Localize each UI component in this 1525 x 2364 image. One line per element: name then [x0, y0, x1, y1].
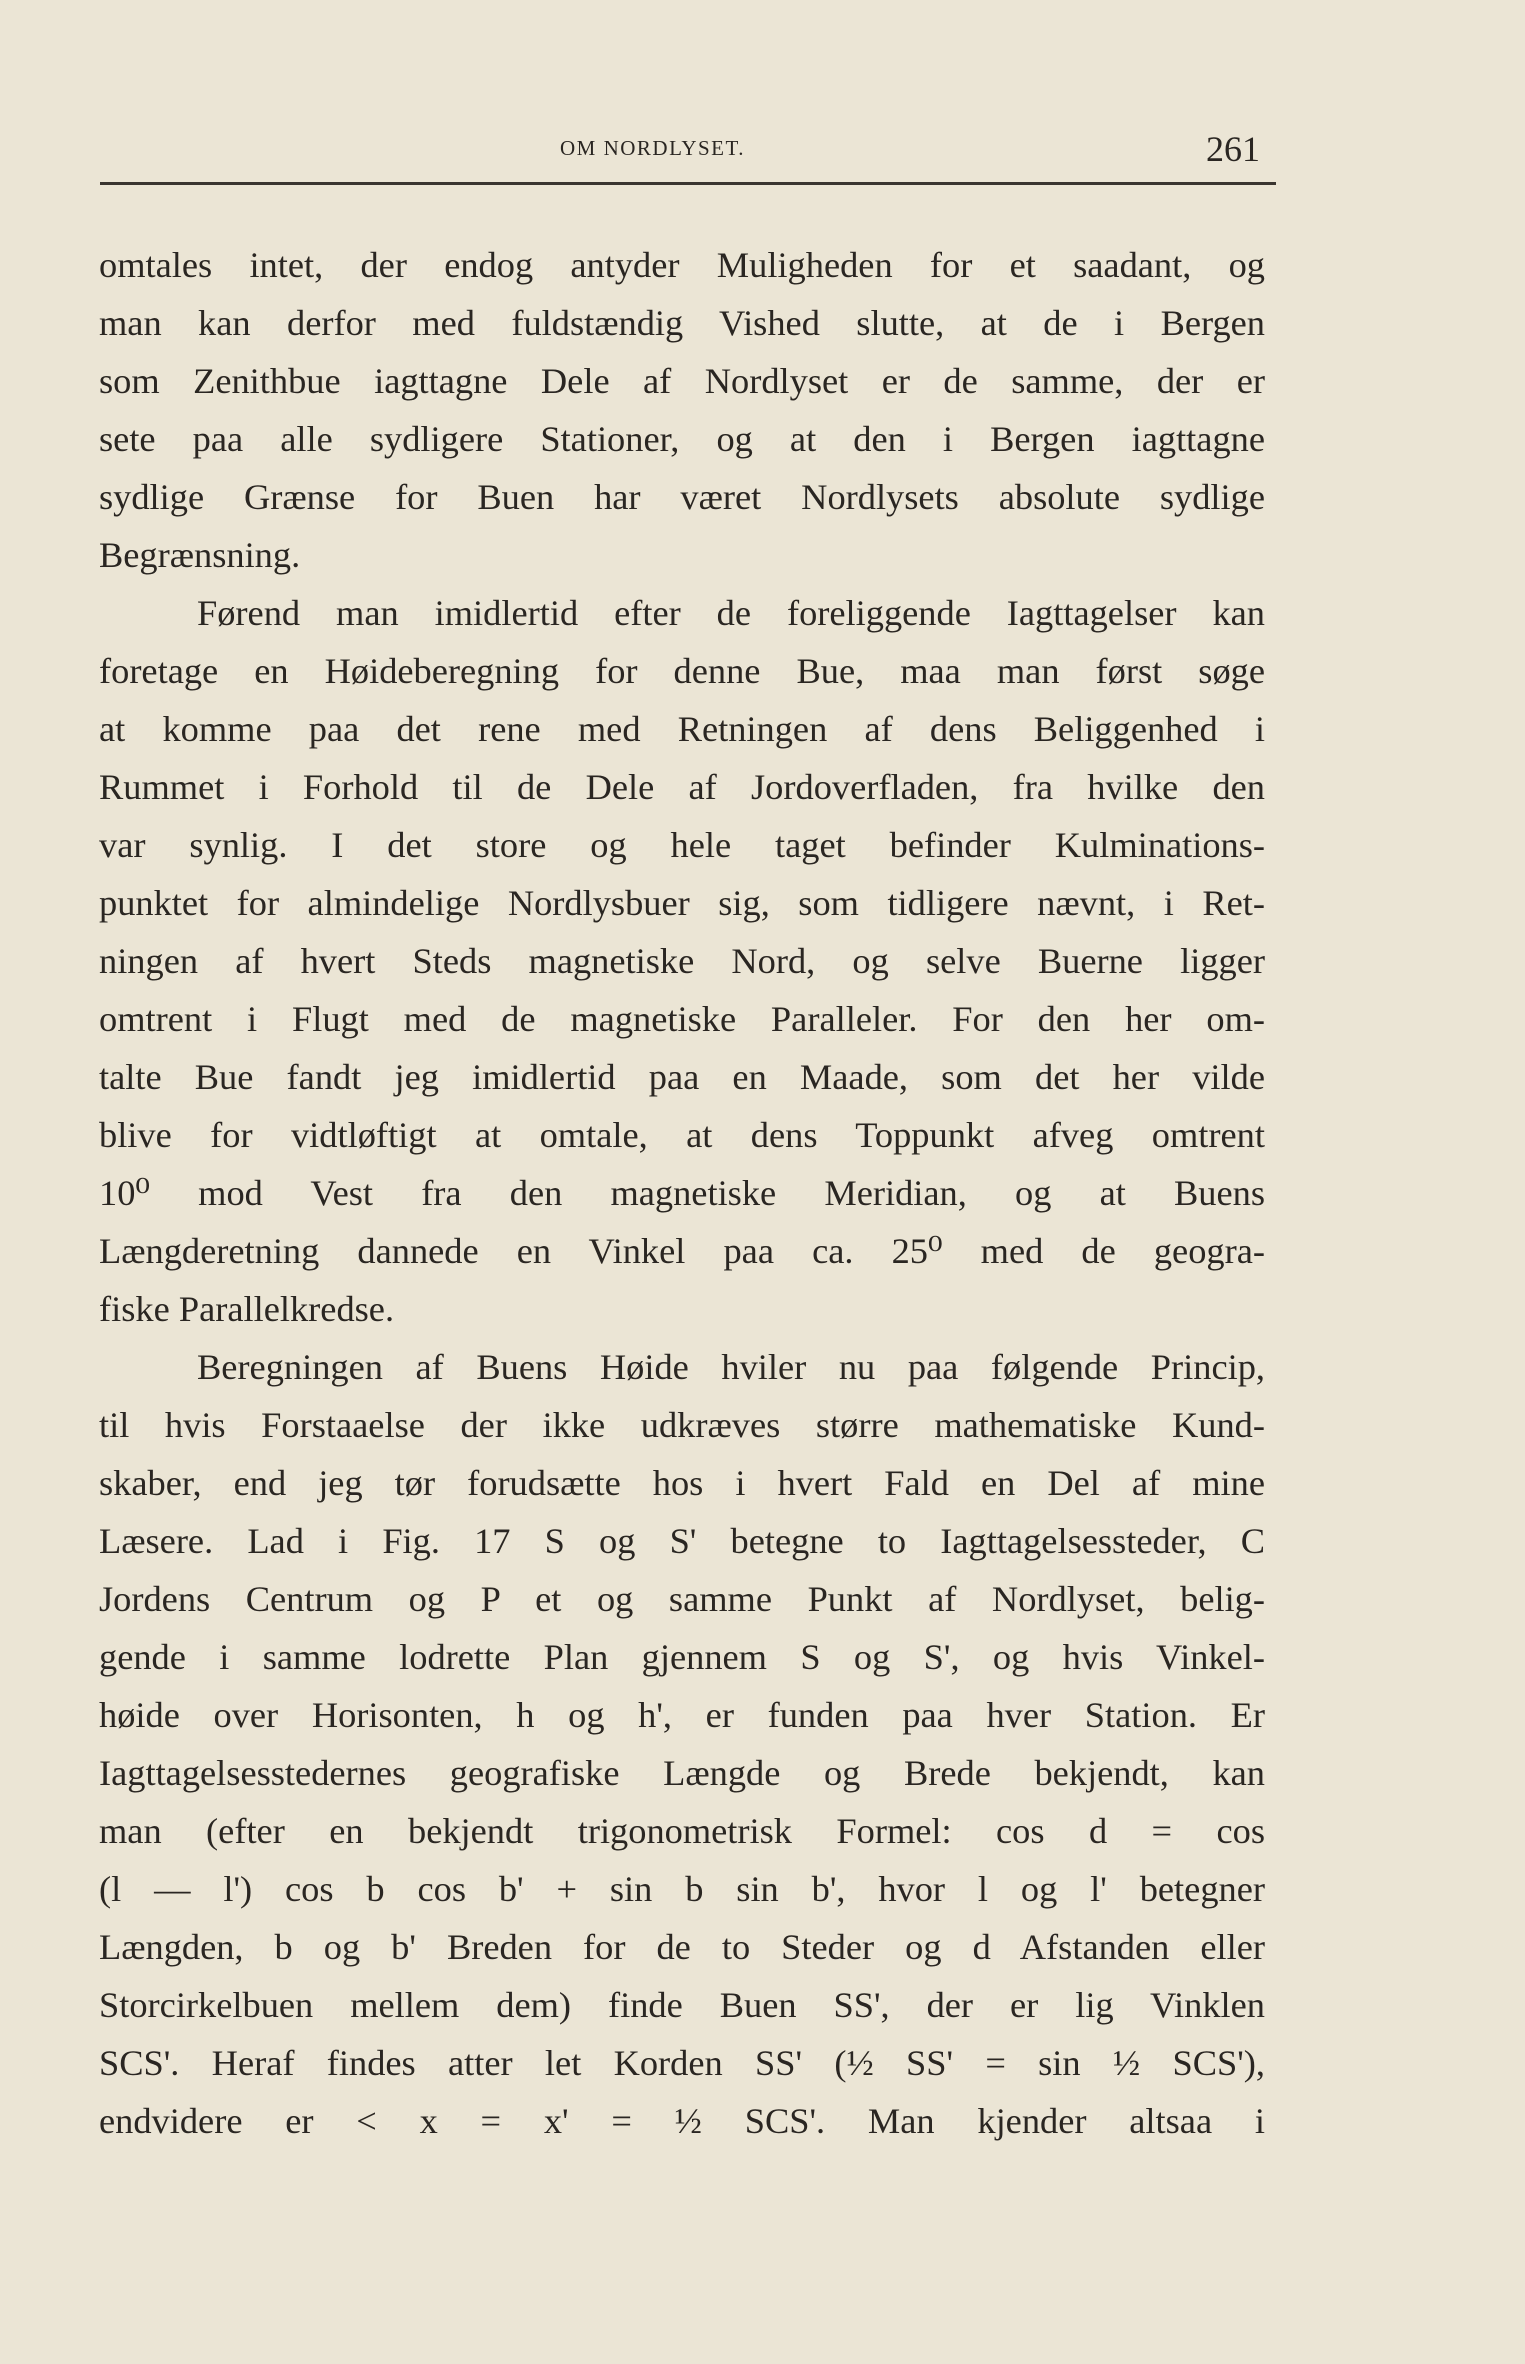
text-line: Storcirkelbuen mellem dem) finde Buen SS', der er lig Vinklen	[99, 1985, 1265, 2025]
text-line: som Zenithbue iagttagne Dele af Nordlyset er de samme, der er	[99, 361, 1265, 401]
text-line: omtales intet, der endog antyder Muligheden for et saadant, og	[99, 245, 1265, 285]
text-line: Længden, b og b' Breden for de to Steder og d Afstanden eller	[99, 1927, 1265, 1967]
text-line: endvidere er < x = x' = ½ SCS'. Man kjender altsaa i	[99, 2101, 1265, 2141]
text-line: skaber, end jeg tør forudsætte hos i hvert Fald en Del af mine	[99, 1463, 1265, 1503]
text-line: foretage en Høideberegning for denne Bue, maa man først søge	[99, 651, 1265, 691]
text-line: ningen af hvert Steds magnetiske Nord, og selve Buerne ligger	[99, 941, 1265, 981]
text-line: talte Bue fandt jeg imidlertid paa en Maade, som det her vilde	[99, 1057, 1265, 1097]
page-number: 261	[1206, 129, 1260, 169]
body-text	[99, 236, 1265, 2150]
running-header	[0, 128, 1525, 178]
text-line: man (efter en bekjendt trigonometrisk Formel: cos d = cos	[99, 1811, 1265, 1851]
text-line: Beregningen af Buens Høide hviler nu paa følgende Princip,	[197, 1347, 1265, 1387]
text-line: Læsere. Lad i Fig. 17 S og S' betegne to Iagttagelsessteder, C	[99, 1521, 1265, 1561]
text-line: 10⁰ mod Vest fra den magnetiske Meridian, og at Buens	[99, 1173, 1265, 1213]
text-line: Begrænsning.	[99, 535, 301, 575]
text-line: gende i samme lodrette Plan gjennem S og S', og hvis Vinkel-	[99, 1637, 1265, 1677]
text-line: fiske Parallelkredse.	[99, 1289, 395, 1329]
text-line: var synlig. I det store og hele taget befinder Kulminations-	[99, 825, 1265, 865]
text-line: punktet for almindelige Nordlysbuer sig, som tidligere nævnt, i Ret-	[99, 883, 1265, 923]
header-rule	[100, 182, 1276, 185]
text-line: (l — l') cos b cos b' + sin b sin b', hvor l og l' betegner	[99, 1869, 1265, 1909]
text-line: omtrent i Flugt med de magnetiske Paralleler. For den her om-	[99, 999, 1265, 1039]
text-line: Iagttagelsesstedernes geografiske Længde og Brede bekjendt, kan	[99, 1753, 1265, 1793]
text-line: høide over Horisonten, h og h', er funden paa hver Station. Er	[99, 1695, 1265, 1735]
text-line: Rummet i Forhold til de Dele af Jordoverfladen, fra hvilke den	[99, 767, 1265, 807]
text-line: Førend man imidlertid efter de foreliggende Iagttagelser kan	[197, 593, 1265, 633]
text-line: blive for vidtløftigt at omtale, at dens Toppunkt afveg omtrent	[99, 1115, 1265, 1155]
text-line: Jordens Centrum og P et og samme Punkt af Nordlyset, belig-	[99, 1579, 1265, 1619]
text-line: SCS'. Heraf findes atter let Korden SS' (½ SS' = sin ½ SCS'),	[99, 2043, 1265, 2083]
text-line: til hvis Forstaaelse der ikke udkræves større mathematiske Kund-	[99, 1405, 1265, 1445]
text-line: sydlige Grænse for Buen har været Nordlysets absolute sydlige	[99, 477, 1265, 517]
text-line: at komme paa det rene med Retningen af dens Beliggenhed i	[99, 709, 1265, 749]
text-line: man kan derfor med fuldstændig Vished slutte, at de i Bergen	[99, 303, 1265, 343]
text-line: Længderetning dannede en Vinkel paa ca. 25⁰ med de geogra-	[99, 1231, 1265, 1271]
text-line: sete paa alle sydligere Stationer, og at den i Bergen iagttagne	[99, 419, 1265, 459]
running-title: OM NORDLYSET.	[560, 136, 746, 160]
